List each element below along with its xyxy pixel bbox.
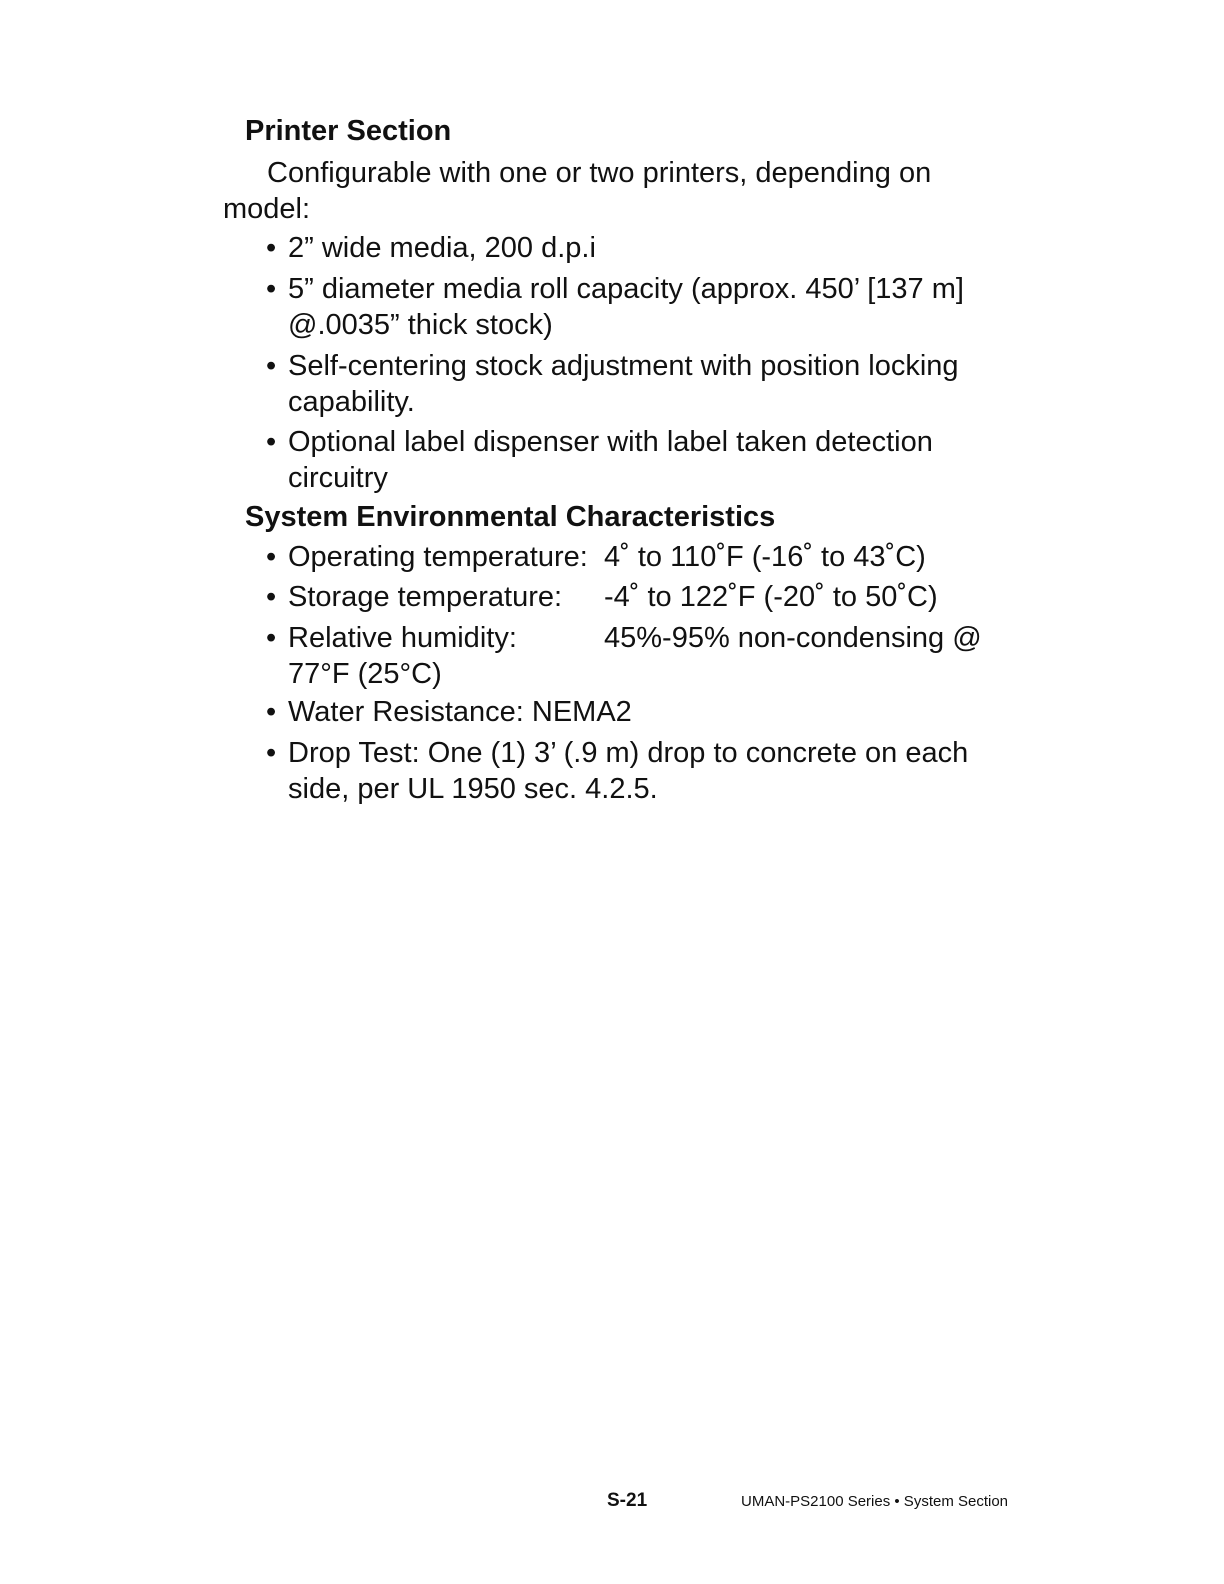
env-bullet-humidity (266, 620, 1008, 692)
bullet-icon: • (266, 622, 277, 654)
spec-value: -4˚ to 122˚F (-20˚ to 50˚C) (604, 581, 938, 613)
intro-line-2: model: (223, 193, 311, 225)
bullet-icon: • (266, 426, 277, 458)
bullet-text: Water Resistance: NEMA2 (288, 696, 632, 728)
environmental-section-heading: System Environmental Characteristics (245, 501, 776, 533)
printer-bullet-media-width (266, 230, 1008, 266)
env-bullet-water-resistance (266, 694, 1008, 730)
printer-bullet-roll-capacity (266, 271, 1008, 343)
spec-value-continuation: 77°F (25°C) (288, 658, 442, 690)
printer-section-heading: Printer Section (245, 115, 452, 147)
bullet-icon: • (266, 581, 277, 613)
bullet-text-line-1: Self-centering stock adjustment with position locking (288, 350, 959, 382)
bullet-icon: • (266, 541, 277, 573)
bullet-text-line-2: @.0035” thick stock) (288, 309, 553, 341)
bullet-icon: • (266, 696, 277, 728)
spec-value: 4˚ to 110˚F (-16˚ to 43˚C) (604, 541, 926, 573)
env-bullet-storage-temp (266, 579, 1008, 615)
page-number: S-21 (607, 1490, 648, 1511)
bullet-icon: • (266, 350, 277, 382)
bullet-text-line-2: side, per UL 1950 sec. 4.2.5. (288, 773, 658, 805)
bullet-text-line-1: Drop Test: One (1) 3’ (.9 m) drop to concrete on each (288, 737, 969, 769)
env-bullet-drop-test (266, 735, 1008, 807)
intro-line-1: Configurable with one or two printers, depending on (267, 157, 932, 189)
footer-document-title: UMAN-PS2100 Series • System Section (741, 1493, 1009, 1510)
spec-label: Relative humidity: (288, 622, 517, 654)
printer-bullet-self-centering (266, 348, 1008, 420)
spec-label: Operating temperature: (288, 541, 588, 573)
bullet-text-line-2: circuitry (288, 462, 388, 494)
bullet-icon: • (266, 273, 277, 305)
printer-bullet-label-dispenser (266, 424, 1008, 496)
bullet-icon: • (266, 232, 277, 264)
env-bullet-operating-temp (266, 539, 1008, 575)
spec-value: 45%-95% non-condensing @ (604, 622, 982, 654)
bullet-text-line-2: capability. (288, 386, 415, 418)
bullet-text: 2” wide media, 200 d.p.i (288, 232, 596, 264)
printer-section-intro (223, 155, 985, 227)
bullet-text-line-1: Optional label dispenser with label taken detection (288, 426, 933, 458)
bullet-text-line-1: 5” diameter media roll capacity (approx. 450’ [137 m] (288, 273, 964, 305)
spec-label: Storage temperature: (288, 581, 563, 613)
bullet-icon: • (266, 737, 277, 769)
